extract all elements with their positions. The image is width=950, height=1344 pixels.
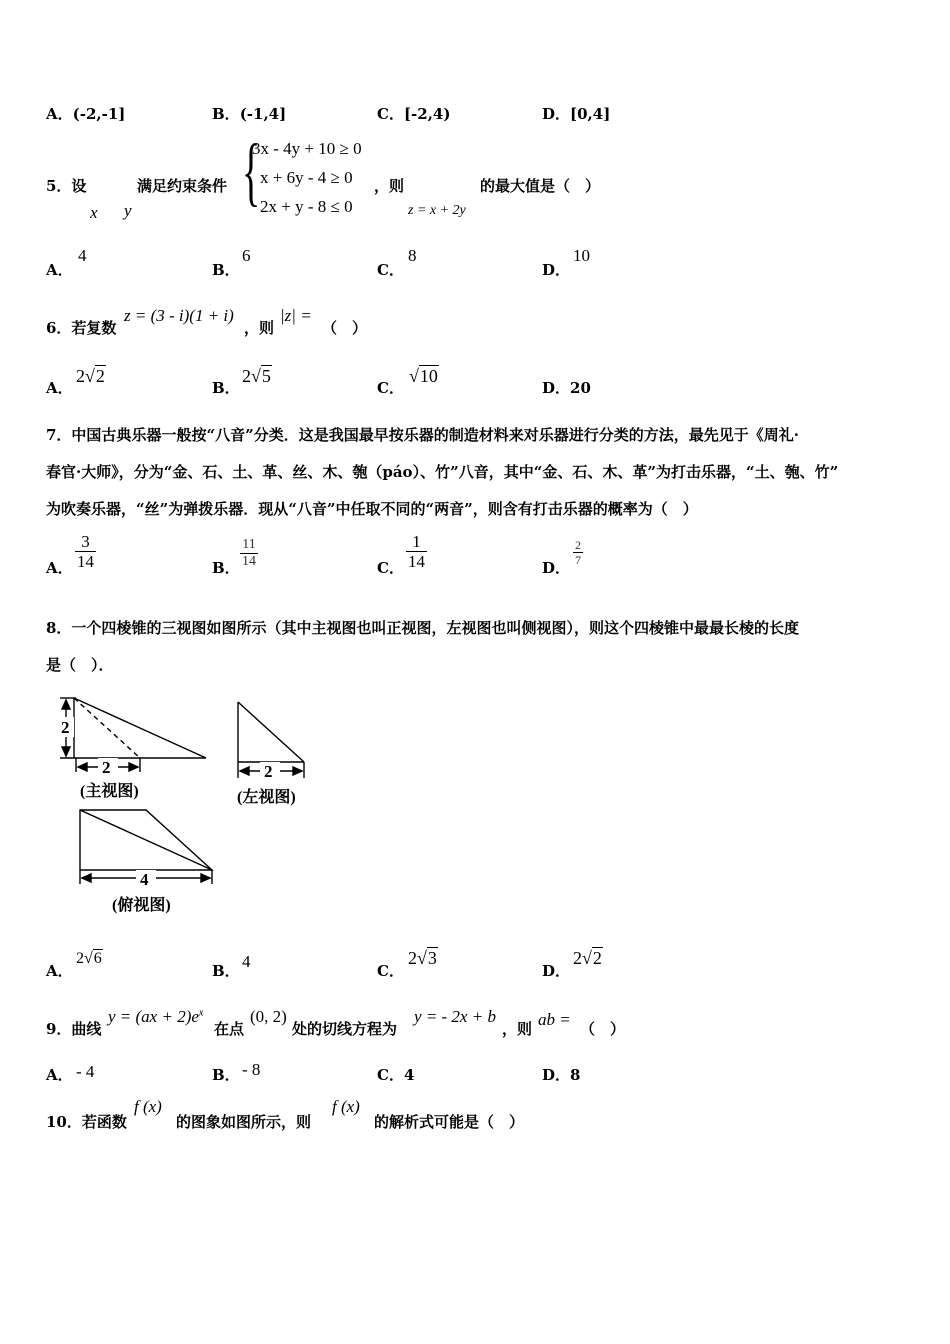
q8-option-c-value: 2√3 xyxy=(408,948,437,968)
denominator: 14 xyxy=(242,554,256,569)
arrow-right-icon xyxy=(201,874,210,882)
front-edge-hidden xyxy=(74,698,140,758)
q4-option-a xyxy=(46,103,125,124)
q9-curve xyxy=(108,1007,203,1027)
radicand: 10 xyxy=(419,366,438,386)
side-width-label: 2 xyxy=(264,762,273,781)
front-width-label: 2 xyxy=(102,758,111,777)
numerator: 2 xyxy=(575,538,581,552)
q7-option-b-label: B． xyxy=(212,559,240,577)
q6-expr: z = (3 - i)(1 + i) xyxy=(124,306,234,325)
q5-suffix: 的最大值是（ ） xyxy=(480,177,601,195)
q5-option-b-label: B． xyxy=(212,261,240,279)
q6-then: ，则 xyxy=(244,319,275,337)
q9-tangent-text: 处的切线方程为 xyxy=(292,1020,398,1038)
top-width-label: 4 xyxy=(140,870,149,889)
q5-option-a-label: A． xyxy=(46,261,73,279)
q9-option-a-label: A． xyxy=(46,1066,73,1084)
side-view-figure xyxy=(230,696,320,786)
front-view-caption: (主视图) xyxy=(80,783,139,800)
q7-line-1: 7．中国古典乐器一般按“八音”分类．这是我国最早按乐器的制造材料来对乐器进行分类的方法，最先见于《周礼· xyxy=(46,426,799,444)
arrow-right-icon xyxy=(293,767,302,775)
option-text: 8 xyxy=(570,1066,581,1084)
q8-option-c-label: C． xyxy=(377,962,404,980)
q7-line-2: 春官·大师》，分为“金、石、土、革、丝、木、匏（páo）、竹”八音，其中“金、石、木、革”为打击乐器，“土、匏、竹” xyxy=(46,463,839,481)
q8-option-b-text: 4 xyxy=(242,952,251,971)
q9-suffix: （ ） xyxy=(580,1020,626,1038)
radicand: 6 xyxy=(93,950,102,967)
coef: 2 xyxy=(408,948,417,968)
q10-suffix: 的解析式可能是（ ） xyxy=(374,1113,525,1131)
q7-option-b-fraction xyxy=(240,537,258,570)
q5-option-a-text: 4 xyxy=(78,246,87,265)
option-label: D． xyxy=(542,379,571,397)
option-text: (-1,4] xyxy=(239,105,287,123)
top-view-figure xyxy=(72,804,222,890)
q10-prefix: 10．若函数 xyxy=(46,1113,127,1131)
option-label: B． xyxy=(212,105,240,123)
q5-constraint-2: x + 6y - 4 ≥ 0 xyxy=(260,168,353,187)
radicand: 3 xyxy=(427,948,437,968)
q6-prefix: 6．若复数 xyxy=(46,319,117,337)
q6-suffix: （ ） xyxy=(322,319,368,337)
q8-option-b-label: B． xyxy=(212,962,240,980)
q7-option-c-label: C． xyxy=(377,559,404,577)
q6-option-c-value: √10 xyxy=(409,366,438,386)
q9-option-c xyxy=(377,1064,414,1085)
q5-option-d-text: 10 xyxy=(573,246,590,265)
option-label: D． xyxy=(542,1066,571,1084)
q9-tangent: y = - 2x + b xyxy=(414,1007,496,1026)
q5-then: ，则 xyxy=(374,177,405,195)
top-view-caption: (俯视图) xyxy=(112,897,171,914)
q6-option-b-label: B． xyxy=(212,379,240,397)
option-text: [-2,4) xyxy=(403,105,451,123)
option-text: [0,4] xyxy=(570,105,611,123)
q5-option-d-label: D． xyxy=(542,261,571,279)
option-label: C． xyxy=(377,1066,404,1084)
q6-option-a-label: A． xyxy=(46,379,73,397)
q5-constraint-1: 3x - 4y + 10 ≥ 0 xyxy=(252,139,362,158)
q8-line-2: 是（ ）． xyxy=(46,656,114,674)
option-label: C． xyxy=(377,105,404,123)
q8-option-d-label: D． xyxy=(542,962,571,980)
radicand: 2 xyxy=(95,366,105,386)
q6-option-d xyxy=(542,377,591,398)
q9-option-a-text: - 4 xyxy=(76,1062,95,1081)
radicand: 5 xyxy=(261,366,271,386)
q10-fx-2: f (x) xyxy=(332,1097,360,1116)
front-edge-slant xyxy=(74,698,206,758)
curve-exponent: x xyxy=(198,1007,204,1019)
q4-option-d xyxy=(542,103,610,124)
q7-line-3: 为吹奏乐器，“丝”为弹拨乐器．现从“八音”中任取不同的“两音”，则含有打击乐器的概率为（ ） xyxy=(46,500,698,518)
q8-option-a-value: 2√6 xyxy=(76,950,102,967)
q6-option-c-label: C． xyxy=(377,379,404,397)
arrow-up-icon xyxy=(62,700,70,709)
q5-option-c-text: 8 xyxy=(408,246,417,265)
q7-option-a-label: A． xyxy=(46,559,73,577)
arrow-right-icon xyxy=(129,763,138,771)
q9-option-b-text: - 8 xyxy=(242,1060,261,1079)
coef: 2 xyxy=(76,950,84,967)
q9-option-b-label: B． xyxy=(212,1066,240,1084)
q5-prefix: 5．设 xyxy=(46,177,87,195)
q5-option-b-text: 6 xyxy=(242,246,251,265)
q9-then: ，则 xyxy=(502,1020,533,1038)
numerator: 1 xyxy=(412,532,421,551)
option-text: 20 xyxy=(570,379,591,397)
denominator: 7 xyxy=(575,553,581,567)
option-text: 4 xyxy=(403,1066,415,1084)
q10-middle: 的图象如图所示，则 xyxy=(176,1113,312,1131)
q8-option-a-label: A． xyxy=(46,962,73,980)
q9-ab: ab = xyxy=(538,1010,571,1029)
q9-point: (0, 2) xyxy=(250,1007,287,1026)
option-label: D． xyxy=(542,105,571,123)
q6-option-b-value: 2√5 xyxy=(242,366,271,386)
front-view-figure xyxy=(52,692,222,782)
denominator: 14 xyxy=(408,552,425,571)
q9-prefix: 9．曲线 xyxy=(46,1020,102,1038)
q9-option-d xyxy=(542,1064,580,1085)
option-label: A． xyxy=(46,105,73,123)
q8-option-d-value: 2√2 xyxy=(573,948,602,968)
side-view-caption: (左视图) xyxy=(237,789,296,806)
arrow-down-icon xyxy=(62,747,70,756)
q4-option-b xyxy=(212,103,286,124)
coef: 2 xyxy=(76,366,85,386)
q5-objective: z = x + 2y xyxy=(408,203,466,218)
q7-option-a-fraction xyxy=(75,532,96,571)
curve-expr: y = (ax + 2)e xyxy=(108,1007,199,1026)
q5-option-c-label: C． xyxy=(377,261,404,279)
arrow-left-icon xyxy=(82,874,91,882)
q5-constraint-3: 2x + y - 8 ≤ 0 xyxy=(260,197,353,216)
front-height-label: 2 xyxy=(61,718,70,737)
q5-var-y: y xyxy=(124,201,132,220)
coef: 2 xyxy=(242,366,251,386)
q4-option-c xyxy=(377,103,450,124)
q7-option-d-label: D． xyxy=(542,559,571,577)
q10-fx-1: f (x) xyxy=(134,1097,162,1116)
arrow-left-icon xyxy=(78,763,87,771)
numerator: 3 xyxy=(81,532,90,551)
side-edge-slant xyxy=(238,702,304,762)
brace-icon: { xyxy=(242,130,261,214)
option-text: (-2,-1] xyxy=(72,105,126,123)
q5-middle: 满足约束条件 xyxy=(137,177,228,195)
q5-var-x: x xyxy=(90,203,98,222)
radicand: 2 xyxy=(592,948,602,968)
numerator: 11 xyxy=(242,537,256,552)
arrow-left-icon xyxy=(240,767,249,775)
coef: 2 xyxy=(573,948,582,968)
q6-option-a-value: 2√2 xyxy=(76,366,105,386)
q6-abs: |z| = xyxy=(280,306,312,325)
top-diagonal xyxy=(80,810,212,870)
q7-option-d-fraction xyxy=(573,538,583,567)
q9-at-point: 在点 xyxy=(214,1020,245,1038)
denominator: 14 xyxy=(77,552,94,571)
q7-option-c-fraction xyxy=(406,532,427,571)
q8-line-1: 8．一个四棱锥的三视图如图所示（其中主视图也叫正视图，左视图也叫侧视图），则这个四棱锥中最最长棱的长度 xyxy=(46,619,799,637)
